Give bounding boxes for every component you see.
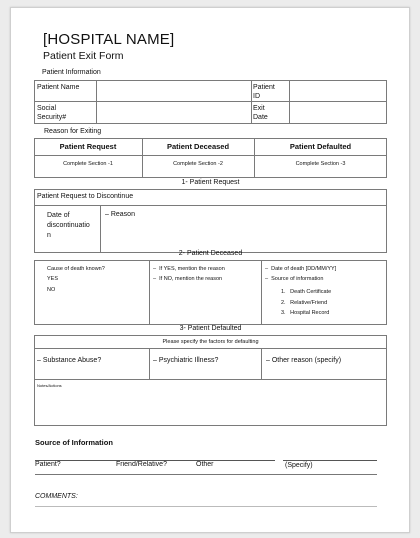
source-item[interactable]: 1. Death Certificate xyxy=(281,289,332,295)
if-no-label: – If NO, mention the reason xyxy=(153,276,223,282)
section1-title: 1- Patient Request xyxy=(181,179,240,186)
ssn-field[interactable] xyxy=(97,102,250,123)
reason-heading-defaulted: Patient Defaulted xyxy=(289,142,352,151)
reason-heading-deceased: Patient Deceased xyxy=(166,142,230,151)
comments-field[interactable] xyxy=(86,490,377,504)
patient-id-field[interactable] xyxy=(290,81,386,100)
comments-label: COMMENTS: xyxy=(35,493,78,500)
section2-title: 2- Patient Deceased xyxy=(178,250,243,257)
factor-substance-abuse[interactable]: – Substance Abuse? xyxy=(37,357,102,364)
cause-yes-option[interactable]: YES xyxy=(47,276,59,282)
discontinuation-date-label: Date of discontinuatio n xyxy=(47,212,90,239)
exit-date-label: Exit Date xyxy=(253,105,268,121)
cause-known-question: Cause of death known? xyxy=(47,266,105,272)
form-title: Patient Exit Form xyxy=(43,50,124,62)
patient-name-field[interactable] xyxy=(97,81,250,100)
patient-info-label: Patient Information xyxy=(42,69,101,76)
section1-subheading: Patient Request to Discontinue xyxy=(37,193,134,200)
source-specify-field[interactable] xyxy=(283,448,377,459)
source-patient-option[interactable]: Patient? xyxy=(35,461,61,468)
source-list xyxy=(281,287,331,319)
date-of-death-label: – Date of death [DD/MM/YY] xyxy=(265,266,337,272)
comments-line xyxy=(35,506,377,507)
factor-other-reason[interactable]: – Other reason (specify) xyxy=(266,357,342,364)
source-line-right xyxy=(283,460,377,461)
reason-instruction-request: Complete Section -1 xyxy=(63,161,113,167)
factor-psychiatric-illness[interactable]: – Psychiatric Illness? xyxy=(153,357,219,364)
source-of-info-label: – Source of information xyxy=(265,276,324,282)
source-item[interactable]: 3. Hospital Record xyxy=(281,310,330,316)
defaulting-instruction: Please specify the factors for defaulting xyxy=(162,339,259,345)
source-item[interactable]: 2. Relative/Friend xyxy=(281,299,328,306)
source-heading: Source of Information xyxy=(35,438,113,447)
section3-title: 3- Patient Defaulted xyxy=(179,325,242,332)
discontinuation-reason-field[interactable] xyxy=(101,206,386,252)
cause-no-option[interactable]: NO xyxy=(47,287,56,293)
patient-name-label: Patient Name xyxy=(37,84,80,91)
discontinuation-reason-label: – Reason xyxy=(105,211,135,218)
source-other-option[interactable]: Other xyxy=(196,461,214,468)
exit-date-field[interactable] xyxy=(290,102,386,123)
source-line-left xyxy=(35,460,275,461)
reason-instruction-deceased: Complete Section -2 xyxy=(173,161,223,167)
ssn-label: Social Security# xyxy=(37,105,67,121)
reason-heading-request: Patient Request xyxy=(59,142,117,151)
reason-instruction-defaulted: Complete Section -3 xyxy=(295,161,346,167)
hospital-name: [HOSPITAL NAME] xyxy=(43,31,175,48)
source-relative-option[interactable]: Friend/Relative? xyxy=(116,461,167,468)
form-page xyxy=(10,7,410,533)
notes-actions-field[interactable] xyxy=(35,390,386,425)
patient-id-label: Patient ID xyxy=(253,84,275,100)
notes-actions-label: Notes/Actions xyxy=(37,383,62,388)
reason-label: Reason for Exiting xyxy=(44,128,102,135)
if-yes-label: – If YES, mention the reason xyxy=(153,266,225,272)
source-divider xyxy=(35,474,377,475)
source-specify-label: (Specify) xyxy=(285,462,313,469)
